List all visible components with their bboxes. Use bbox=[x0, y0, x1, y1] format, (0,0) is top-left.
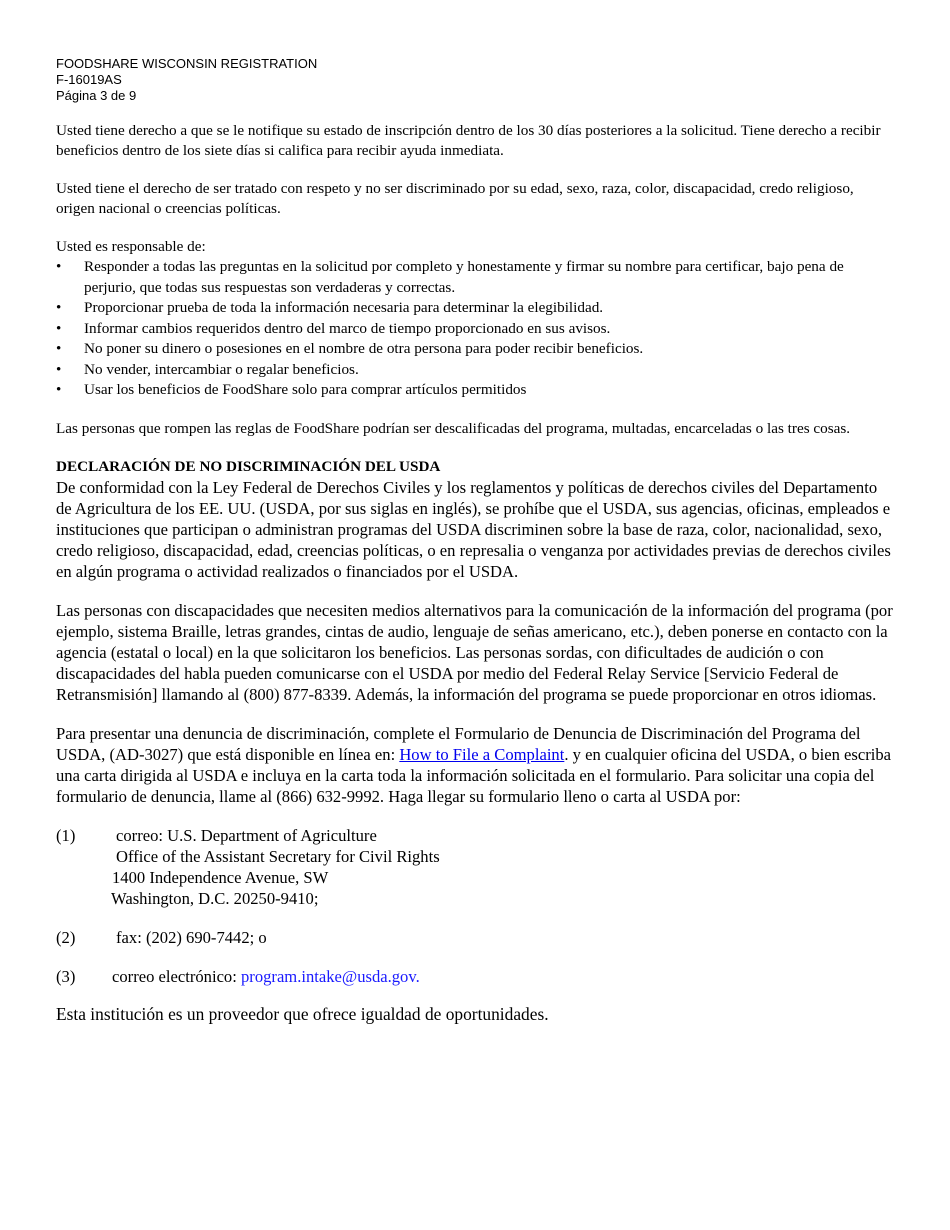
file-complaint-link[interactable]: How to File a Complaint bbox=[399, 744, 565, 764]
list-item: • No vender, intercambiar o regalar beneficios. bbox=[56, 360, 896, 381]
email-contact bbox=[56, 966, 896, 987]
list-item: • Informar cambios requeridos dentro del marco de tiempo proporcionado en sus avisos. bbox=[56, 319, 896, 340]
responsibilities-list bbox=[56, 257, 896, 401]
form-title: FOODSHARE WISCONSIN REGISTRATION bbox=[56, 56, 318, 71]
document-page bbox=[56, 56, 896, 1025]
responsible-intro: Usted es responsable de: bbox=[56, 238, 206, 255]
penalties-paragraph: Las personas que rompen las reglas de FoodShare podrían ser descalificadas del programa, multadas, encarceladas o las tres cosas. bbox=[56, 419, 851, 437]
disabilities-paragraph: Las personas con discapacidades que necesiten medios alternativos para la comunicación de la información del programa (por ejemplo, sistema Braille, letras grandes, cintas de audio, lenguaje de señas americano, etc.), deben ponerse en contacto con la agencia (estatal o local) en la que solicitaron los beneficios. Las personas sordas, con dificultades de audición o con discapacidades del habla pueden comunicarse con el USDA por medio del Federal Relay Service [Servicio Federal de Retransmisión] llamando al (800) 877-8339. Además, la información del programa se puede proporcionar en otros idiomas. bbox=[56, 600, 893, 704]
fax-contact bbox=[56, 927, 896, 948]
mail-contact bbox=[56, 825, 896, 909]
email-link[interactable]: program.intake@usda.gov bbox=[241, 966, 416, 986]
list-item: • Responder a todas las preguntas en la solicitud por completo y honestamente y firmar su nombre para certificar, bajo pena de perjurio, que todas sus respuestas son verdaderas y correctas. bbox=[56, 258, 844, 296]
list-item: • Usar los beneficios de FoodShare solo para comprar artículos permitidos bbox=[56, 380, 896, 401]
email-number: (3) bbox=[56, 966, 76, 986]
bullet-icon: • bbox=[56, 340, 62, 357]
mail-address: correo: U.S. Department of Agriculture Office of the Assistant Secretary for Civil Rights 1400 Independence Avenue, SW Washington, D.C. 20250-9410; bbox=[111, 825, 440, 908]
page-number: Página 3 de 9 bbox=[56, 88, 137, 103]
fax-number: (2) bbox=[56, 927, 76, 947]
usda-heading: DECLARACIÓN DE NO DISCRIMINACIÓN DEL USDA bbox=[56, 457, 441, 475]
form-header bbox=[56, 56, 896, 104]
usda-statement: De conformidad con la Ley Federal de Derechos Civiles y los reglamentos y políticas de derechos civiles del Departamento de Agricultura de los EE. UU. (USDA, por sus siglas en inglés), se prohíbe que el USDA, sus agencias, oficinas, empleados e instituciones que participan o administran programas del USDA discriminen sobre la base de raza, color, nacionalidad, sexo, credo religioso, discapacidad, edad, creencias políticas, o en represalia o venganza por actividades previas de derechos civiles en algún programa o actividad realizados o financiados por el USDA. bbox=[56, 477, 891, 581]
form-number: F-16019AS bbox=[56, 72, 122, 87]
bullet-icon: • bbox=[56, 258, 62, 275]
bullet-icon: • bbox=[56, 299, 62, 316]
bullet-icon: • bbox=[56, 319, 62, 337]
bullet-icon: • bbox=[56, 381, 62, 398]
respect-paragraph: Usted tiene el derecho de ser tratado con respeto y no ser discriminado por su edad, sexo, raza, color, discapacidad, credo religioso, origen nacional o creencias políticas. bbox=[56, 180, 854, 217]
complaint-paragraph: Para presentar una denuncia de discriminación, complete el Formulario de Denuncia de Discriminación del Programa del USDA, (AD-3027) que está disponible en línea en: How to File a Complaint. y en cualquier oficina del USDA, o bien escriba una carta dirigida al USDA e incluya en la carta toda la información solicitada en el formulario. Para solicitar una copia del formulario de denuncia, llame al (866) 632-9992. Haga llegar su formulario lleno o carta al USDA por: bbox=[56, 723, 892, 806]
mail-number: (1) bbox=[56, 825, 76, 845]
email-text: correo electrónico: program.intake@usda.gov. bbox=[112, 966, 420, 986]
list-item: • Proporcionar prueba de toda la información necesaria para determinar la elegibilidad. bbox=[56, 298, 896, 319]
fax-text: fax: (202) 690-7442; o bbox=[116, 927, 267, 947]
bullet-icon: • bbox=[56, 360, 62, 378]
notify-paragraph: Usted tiene derecho a que se le notifique su estado de inscripción dentro de los 30 días posteriores a la solicitud. Tiene derecho a recibir beneficios dentro de los siete días si califica para recibir ayuda inmediata. bbox=[56, 122, 881, 159]
list-item: • No poner su dinero o posesiones en el nombre de otra persona para poder recibir beneficios. bbox=[56, 339, 896, 360]
closing-statement: Esta institución es un proveedor que ofrece igualdad de oportunidades. bbox=[56, 1003, 549, 1024]
